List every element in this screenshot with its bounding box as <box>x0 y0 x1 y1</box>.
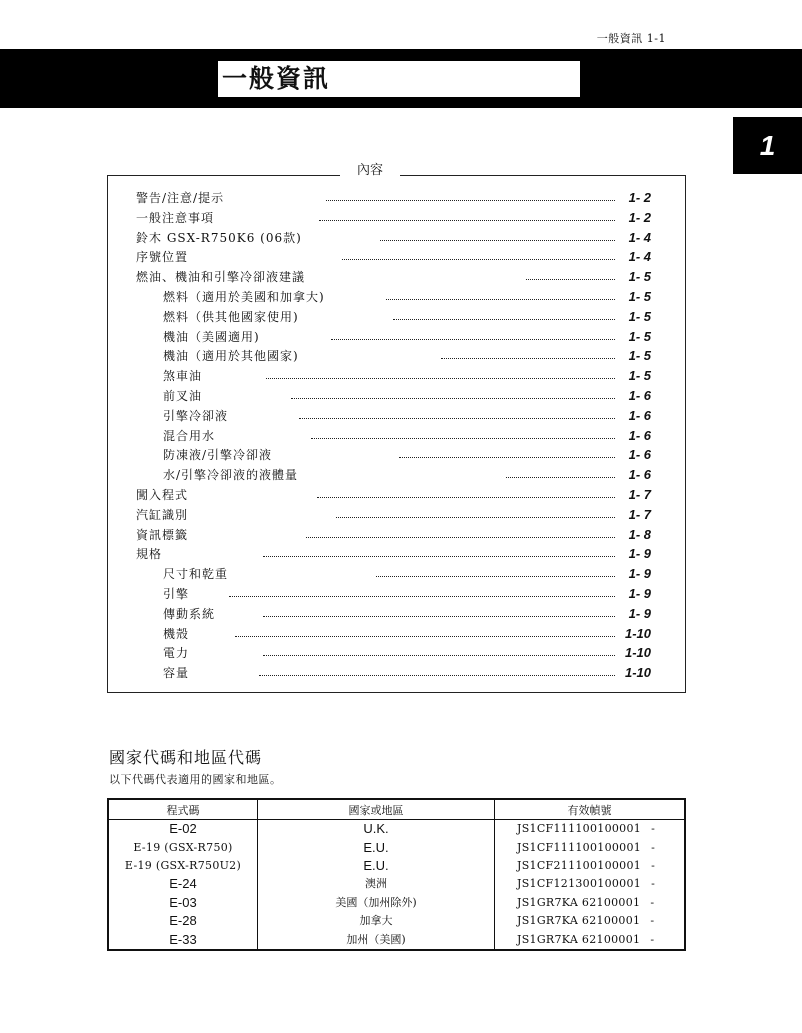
toc-entry-label: 傳動系統 <box>163 606 216 621</box>
toc-entry-page: 1- 9 <box>628 605 651 621</box>
toc-entry-page: 1- 9 <box>628 566 651 582</box>
toc-leader-dots <box>235 636 615 637</box>
toc-entry-label: 汽缸識別 <box>136 507 189 522</box>
cell-frame-number <box>495 857 686 875</box>
toc-entry-label: 鈴木 GSX-R750K6 (06款) <box>136 230 302 245</box>
toc-entry[interactable] <box>136 465 651 485</box>
toc-entry-label: 燃料（供其他國家使用) <box>163 309 299 324</box>
toc-entry-label: 電力 <box>163 646 190 661</box>
toc-heading: 內容 <box>340 161 400 181</box>
table-row <box>108 875 685 893</box>
toc-entry[interactable] <box>136 505 651 525</box>
cell-region: E.U. <box>258 857 495 875</box>
cell-region: 美國（加州除外) <box>258 894 495 912</box>
cell-frame-number <box>495 875 686 893</box>
toc-entry-page: 1- 5 <box>628 328 651 344</box>
chapter-title-band <box>0 49 802 108</box>
cell-region: 加拿大 <box>258 912 495 930</box>
toc-entry[interactable] <box>136 663 651 683</box>
cell-code: E-03 <box>169 894 197 910</box>
toc-leader-dots <box>380 240 615 241</box>
toc-entry[interactable] <box>136 564 651 584</box>
frame-number-range-dash: - <box>650 895 655 909</box>
toc-entry[interactable] <box>136 445 651 465</box>
chapter-number-tab: 1 <box>733 117 802 174</box>
toc-entry-page: 1- 7 <box>628 487 651 502</box>
toc-entry-page: 1- 9 <box>628 586 651 601</box>
frame-number-start: JS1CF121300100001 <box>517 877 642 891</box>
country-codes-description: 以下代碼代表適用的國家和地區。 <box>109 773 282 786</box>
toc-entry-page: 1- 5 <box>628 348 651 364</box>
toc-entry[interactable] <box>136 624 651 644</box>
toc-entry-label: 燃油、機油和引擎冷卻液建議 <box>136 270 306 285</box>
toc-entry-label: 警告/注意/提示 <box>136 191 225 205</box>
country-codes-title: 國家代碼和地區代碼 <box>109 748 263 767</box>
table-header-row <box>108 799 685 820</box>
toc-entry[interactable] <box>136 307 651 327</box>
toc-entry-page: 1-10 <box>624 625 651 641</box>
cell-frame-number <box>495 894 686 912</box>
cell-code: E-02 <box>169 821 197 837</box>
toc-leader-dots <box>319 220 615 221</box>
toc-leader-dots <box>263 655 615 656</box>
toc-leader-dots <box>306 537 615 538</box>
toc-leader-dots <box>317 497 615 498</box>
toc-entry-page: 1- 6 <box>628 427 651 443</box>
cell-frame-number <box>495 930 686 949</box>
toc-entry-page: 1-10 <box>624 645 651 661</box>
toc-entry-page: 1- 5 <box>628 368 651 384</box>
toc-leader-dots <box>259 675 615 676</box>
toc-entry-label: 煞車油 <box>163 369 203 384</box>
toc-entry-label: 引擎冷卻液 <box>163 408 229 423</box>
toc-entry-page: 1-10 <box>624 665 651 681</box>
toc-entry[interactable] <box>136 386 651 406</box>
toc-leader-dots <box>326 200 615 201</box>
table-row <box>108 838 685 856</box>
frame-number-range-dash: - <box>650 914 655 928</box>
toc-entry[interactable] <box>136 426 651 446</box>
frame-number-start: JS1CF111100100001 <box>517 822 642 836</box>
toc-leader-dots <box>311 438 615 439</box>
toc-leader-dots <box>506 477 615 478</box>
toc-leader-dots <box>229 596 615 597</box>
toc-entry[interactable] <box>136 643 651 663</box>
toc-entry[interactable] <box>136 327 651 347</box>
toc-entry-label: 機油（適用於其他國家) <box>163 349 299 364</box>
toc-entry[interactable] <box>136 208 651 228</box>
toc-leader-dots <box>376 576 615 577</box>
frame-number-start: JS1GR7KA 62100001 <box>517 895 641 909</box>
toc-entry-label: 尺寸和乾重 <box>163 567 229 582</box>
toc-entry[interactable] <box>136 485 651 505</box>
frame-number-start: JS1GR7KA 62100001 <box>517 914 641 928</box>
table-row <box>108 912 685 930</box>
cell-frame-number <box>495 912 686 930</box>
toc-leader-dots <box>291 398 615 399</box>
toc-entry-page: 1- 6 <box>628 407 651 423</box>
toc-entry-label: 燃料（適用於美國和加拿大) <box>163 290 325 304</box>
toc-entry-page: 1- 7 <box>628 506 651 522</box>
table-row <box>108 894 685 912</box>
toc-entry[interactable] <box>136 247 651 267</box>
toc-entry-label: 水/引擎冷卻液的液體量 <box>163 468 299 483</box>
frame-number-range-dash: - <box>651 877 656 891</box>
toc-entry-page: 1- 8 <box>628 526 651 542</box>
toc-entry-page: 1- 2 <box>628 209 651 225</box>
toc-entry[interactable] <box>136 267 651 287</box>
toc-entry-page: 1- 4 <box>628 249 651 265</box>
frame-number-range-dash: - <box>651 822 656 836</box>
toc-entry-label: 闖入程式 <box>136 488 189 502</box>
toc-entry[interactable] <box>136 604 651 624</box>
cell-region: 加州（美國) <box>258 930 495 949</box>
toc-entry[interactable] <box>136 406 651 426</box>
toc-entry[interactable] <box>136 525 651 545</box>
frame-number-start: JS1GR7KA 62100001 <box>517 932 641 946</box>
toc-entry[interactable] <box>136 584 651 604</box>
toc-entry[interactable] <box>136 228 651 248</box>
cell-code: E-19 (GSX-R750U2) <box>124 858 242 872</box>
toc-entry-label: 資訊標籤 <box>136 527 189 542</box>
toc-leader-dots <box>393 319 615 320</box>
toc-entry-page: 1- 6 <box>628 388 651 403</box>
cell-frame-number <box>495 838 686 856</box>
toc-entry-label: 序號位置 <box>136 250 189 265</box>
toc-entry-page: 1- 4 <box>628 229 651 245</box>
toc-leader-dots <box>526 279 615 280</box>
toc-entry-label: 規格 <box>136 547 163 562</box>
frame-number-range-dash: - <box>651 840 656 854</box>
frame-number-range-dash: - <box>651 858 656 872</box>
column-header-code: 程式碼 <box>108 799 258 820</box>
toc-entry[interactable] <box>136 346 651 366</box>
toc-entry-page: 1- 6 <box>628 447 651 463</box>
cell-region: 澳洲 <box>258 875 495 893</box>
toc-leader-dots <box>263 556 615 557</box>
toc-leader-dots <box>299 418 615 419</box>
column-header-region: 國家或地區 <box>258 799 495 820</box>
toc-leader-dots <box>342 259 615 260</box>
toc-entry[interactable] <box>136 287 651 307</box>
toc-entry-label: 機油（美國適用) <box>163 329 260 344</box>
cell-region: U.K. <box>258 820 495 839</box>
column-header-frame-number: 有效幀號 <box>495 799 686 820</box>
toc-leader-dots <box>263 616 615 617</box>
table-row <box>108 857 685 875</box>
toc-entry-label: 機殼 <box>163 626 190 641</box>
frame-number-range-dash: - <box>650 932 655 946</box>
toc-entry-page: 1- 5 <box>628 269 651 285</box>
toc-entry[interactable] <box>136 544 651 564</box>
table-row <box>108 930 685 949</box>
toc-leader-dots <box>336 517 615 518</box>
toc-entry[interactable] <box>136 188 651 208</box>
toc-entry-page: 1- 9 <box>628 546 651 562</box>
toc-leader-dots <box>331 339 615 340</box>
cell-code: E-24 <box>169 876 197 892</box>
chapter-title: 一般資訊 <box>218 61 580 97</box>
toc-entry-label: 容量 <box>163 666 190 681</box>
cell-region: E.U. <box>258 838 495 856</box>
toc-entry-label: 防凍液/引擎冷卻液 <box>163 448 273 463</box>
toc-entry-page: 1- 5 <box>628 289 651 304</box>
frame-number-start: JS1CF211100100001 <box>517 858 642 872</box>
toc-leader-dots <box>399 457 615 458</box>
toc-entry-label: 引擎 <box>163 587 190 601</box>
toc-entry-page: 1- 6 <box>628 467 651 483</box>
toc-entry[interactable] <box>136 366 651 386</box>
toc-entry-page: 1- 5 <box>628 308 651 324</box>
country-codes-table <box>107 798 686 951</box>
cell-code: E-28 <box>169 913 197 929</box>
toc-entry-label: 一般注意事項 <box>136 210 215 225</box>
running-head: 一般資訊 1-1 <box>596 32 666 45</box>
cell-code: E-33 <box>169 931 197 947</box>
toc-entry-label: 前叉油 <box>163 389 203 403</box>
toc-entry-label: 混合用水 <box>163 428 216 443</box>
toc-leader-dots <box>386 299 615 300</box>
cell-frame-number <box>495 820 686 839</box>
cell-code: E-19 (GSX-R750) <box>133 840 233 854</box>
toc-entry-page: 1- 2 <box>628 190 651 205</box>
toc-leader-dots <box>266 378 615 379</box>
table-row <box>108 820 685 839</box>
frame-number-start: JS1CF111100100001 <box>517 840 642 854</box>
toc-leader-dots <box>441 358 615 359</box>
